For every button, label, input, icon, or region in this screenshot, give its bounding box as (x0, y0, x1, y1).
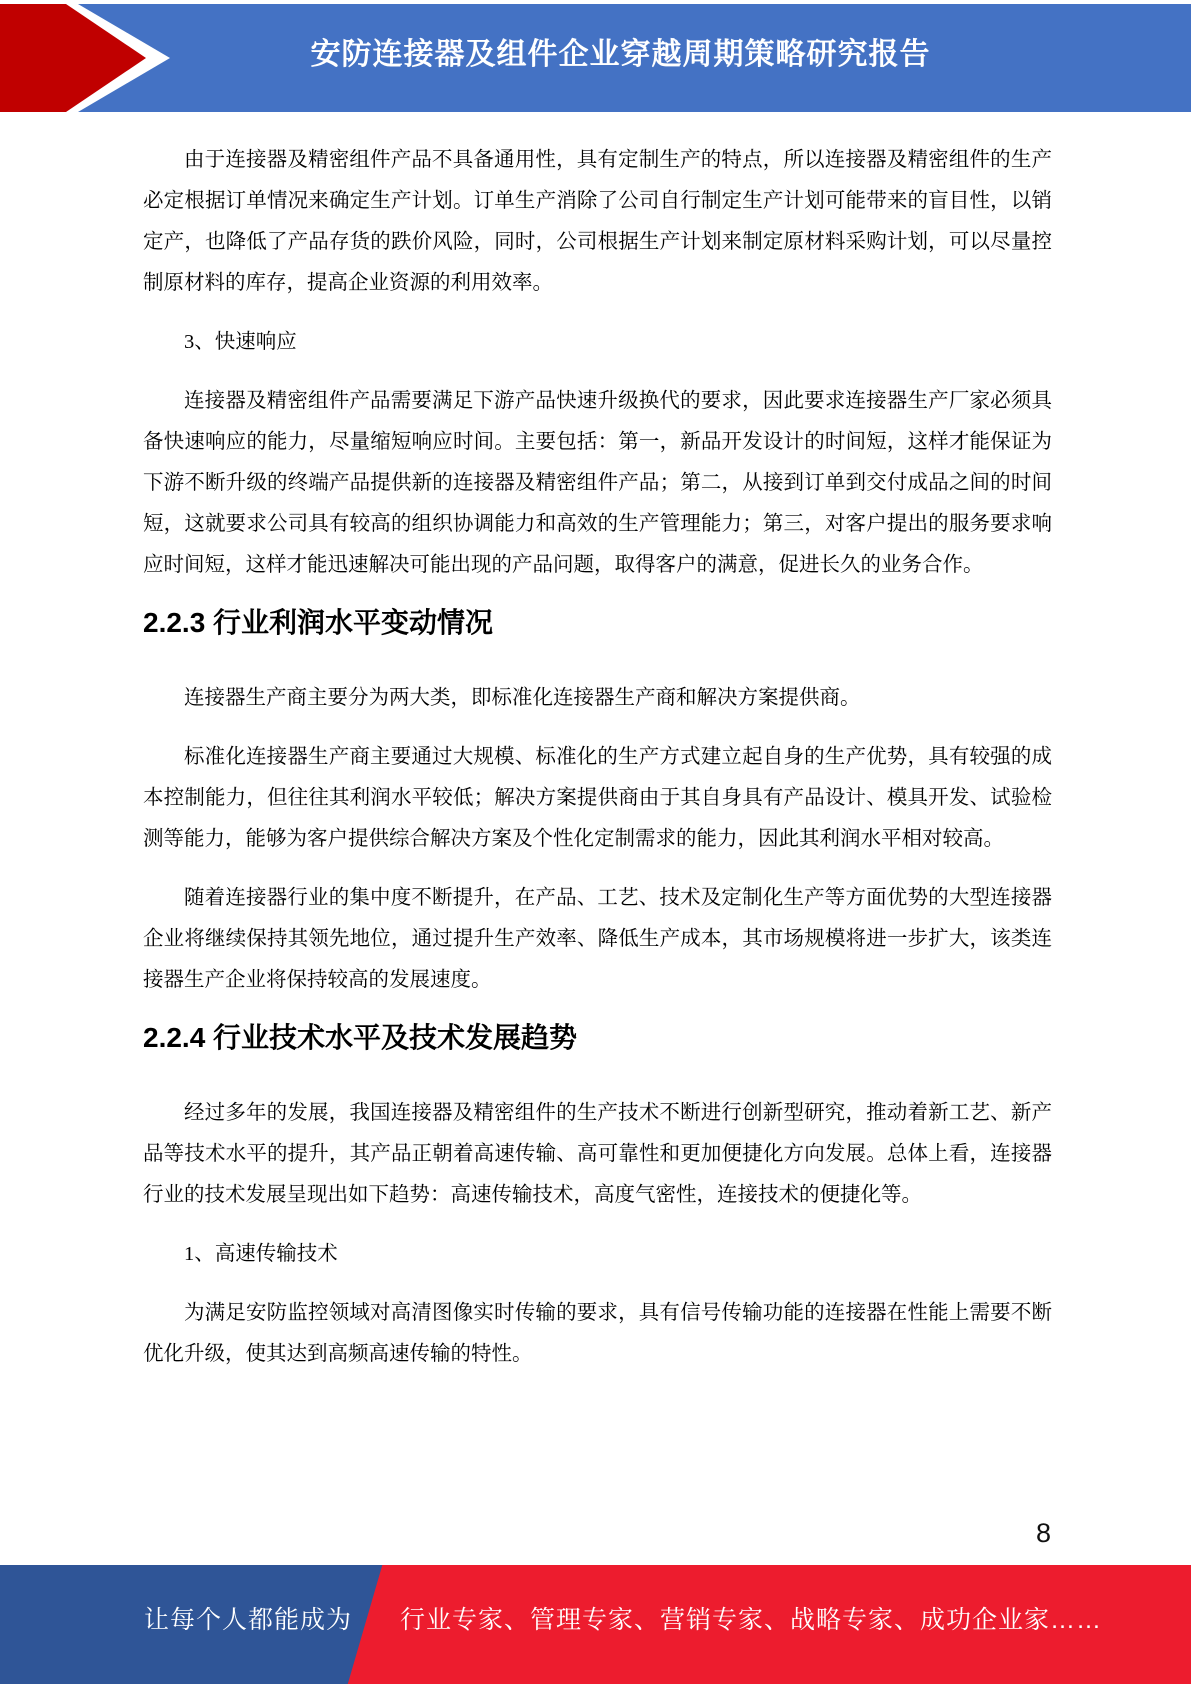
numbered-subitem: 1、高速传输技术 (184, 1243, 338, 1265)
section-heading: 2.2.3 行业利润水平变动情况 (143, 607, 494, 638)
body-paragraph: 连接器及精密组件产品需要满足下游产品快速升级换代的要求，因此要求连接器生产厂家必须具备快速响应的能力，尽量缩短响应时间。主要包括：第一，新品开发设计的时间短，这样才能保证为下游不断升级的终端产品提供新的连接器及精密组件产品；第二，从接到订单到交付成品之间的时间短，这就要求公司具有较高的组织协调能力和高效的生产管理能力；第三，对客户提出的服务要求响应时间短，这样才能迅速解决可能出现的产品问题，取得客户的满意，促进长久的业务合作。 (143, 390, 1052, 576)
report-title: 安防连接器及组件企业穿越周期策略研究报告 (310, 38, 931, 71)
section-heading: 2.2.4 行业技术水平及技术发展趋势 (143, 1022, 578, 1053)
body-paragraph: 连接器生产商主要分为两大类，即标准化连接器生产商和解决方案提供商。 (184, 687, 861, 709)
content (0, 112, 1191, 1375)
header-banner (0, 4, 1191, 112)
body-paragraph: 随着连接器行业的集中度不断提升，在产品、工艺、技术及定制化生产等方面优势的大型连接器企业将继续保持其领先地位，通过提升生产效率、降低生产成本，其市场规模将进一步扩大，该类连接器生产企业将保持较高的发展速度。 (143, 887, 1052, 991)
footer-banner (0, 1565, 1191, 1684)
numbered-subitem: 3、快速响应 (184, 331, 297, 353)
body-paragraph: 由于连接器及精密组件产品不具备通用性，具有定制生产的特点，所以连接器及精密组件的生产必定根据订单情况来确定生产计划。订单生产消除了公司自行制定生产计划可能带来的盲目性，以销定产，也降低了产品存货的跌价风险，同时，公司根据生产计划来制定原材料采购计划，可以尽量控制原材料的库存，提高企业资源的利用效率。 (143, 149, 1052, 294)
body-paragraph: 为满足安防监控领域对高清图像实时传输的要求，具有信号传输功能的连接器在性能上需要不断优化升级，使其达到高频高速传输的特性。 (143, 1302, 1052, 1365)
body-paragraph: 标准化连接器生产商主要通过大规模、标准化的生产方式建立起自身的生产优势，具有较强的成本控制能力，但往往其利润水平较低；解决方案提供商由于其自身具有产品设计、模具开发、试验检测等能力，能够为客户提供综合解决方案及个性化定制需求的能力，因此其利润水平相对较高。 (143, 746, 1052, 850)
footer-slogan-right: 行业专家、管理专家、营销专家、战略专家、成功企业家…… (400, 1605, 1103, 1634)
footer-slogan-left: 让每个人都能成为 (143, 1605, 352, 1634)
body-paragraph: 经过多年的发展，我国连接器及精密组件的生产技术不断进行创新型研究，推动着新工艺、新产品等技术水平的提升，其产品正朝着高速传输、高可靠性和更加便捷化方向发展。总体上看，连接器行业的技术发展呈现出如下趋势：高速传输技术，高度气密性，连接技术的便捷化等。 (143, 1102, 1052, 1206)
page-number: 8 (1035, 1518, 1051, 1548)
